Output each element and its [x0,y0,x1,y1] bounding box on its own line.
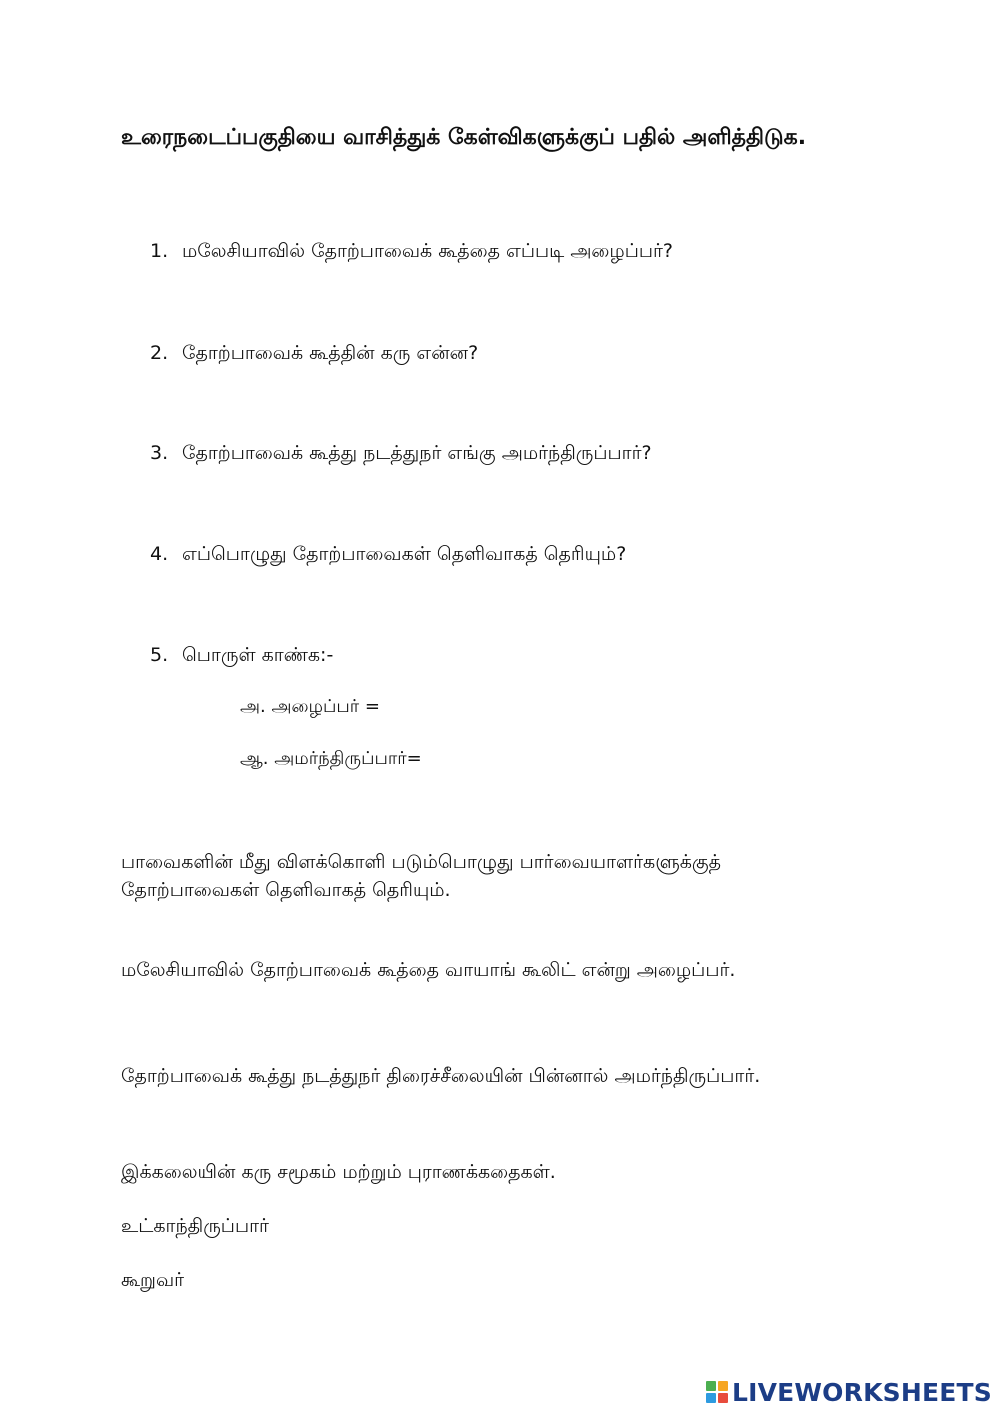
subitem-a: அ. அழைப்பர் = [240,696,380,717]
subitem-b: ஆ. அமர்ந்திருப்பார்= [240,748,422,769]
answer-option[interactable]: பாவைகளின் மீது விளக்கொளி படும்பொழுது பார்வையாளர்களுக்குத் தோற்பாவைகள் தெளிவாகத் தெரியும். [121,851,722,901]
answer-option[interactable]: கூறுவர் [121,1269,185,1291]
logo-square [706,1393,716,1403]
question-1 [150,238,673,264]
answer-option[interactable]: உட்காந்திருப்பார் [121,1215,269,1237]
question-5 [150,642,333,668]
answer-option[interactable]: மலேசியாவில் தோற்பாவைக் கூத்தை வாயாங் கூலிட் என்று அழைப்பர். [121,959,736,981]
question-number: 5. [150,644,169,666]
liveworksheets-logo-icon [706,1381,728,1403]
question-4 [150,541,626,567]
logo-square [706,1381,716,1391]
answer-option[interactable]: தோற்பாவைக் கூத்து நடத்துநர் திரைச்சீலையின் பின்னால் அமர்ந்திருப்பார். [121,1065,761,1087]
question-text: மலேசியாவில் தோற்பாவைக் கூத்தை எப்படி அழைப்பர்? [182,240,673,262]
question-3 [150,440,652,466]
logo-square [718,1381,728,1391]
question-text: தோற்பாவைக் கூத்தின் கரு என்ன? [182,342,479,364]
worksheet-title: உரைநடைப்பகுதியை வாசித்துக் கேள்விகளுக்குப் பதில் அளித்திடுக. [121,125,807,150]
question-text: பொருள் காண்க:- [182,644,334,666]
question-number: 2. [150,342,169,364]
answer-option[interactable]: இக்கலையின் கரு சமூகம் மற்றும் புராணக்கதைகள். [121,1161,556,1183]
logo-square [718,1393,728,1403]
question-text: எப்பொழுது தோற்பாவைகள் தெளிவாகத் தெரியும்? [182,543,627,565]
question-text: தோற்பாவைக் கூத்து நடத்துநர் எங்கு அமர்ந்திருப்பார்? [182,442,652,464]
brand-name: LIVEWORKSHEETS [731,1377,992,1407]
question-number: 1. [150,240,169,262]
question-number: 3. [150,442,169,464]
question-2 [150,340,478,366]
liveworksheets-logo [706,1377,992,1407]
question-number: 4. [150,543,169,565]
